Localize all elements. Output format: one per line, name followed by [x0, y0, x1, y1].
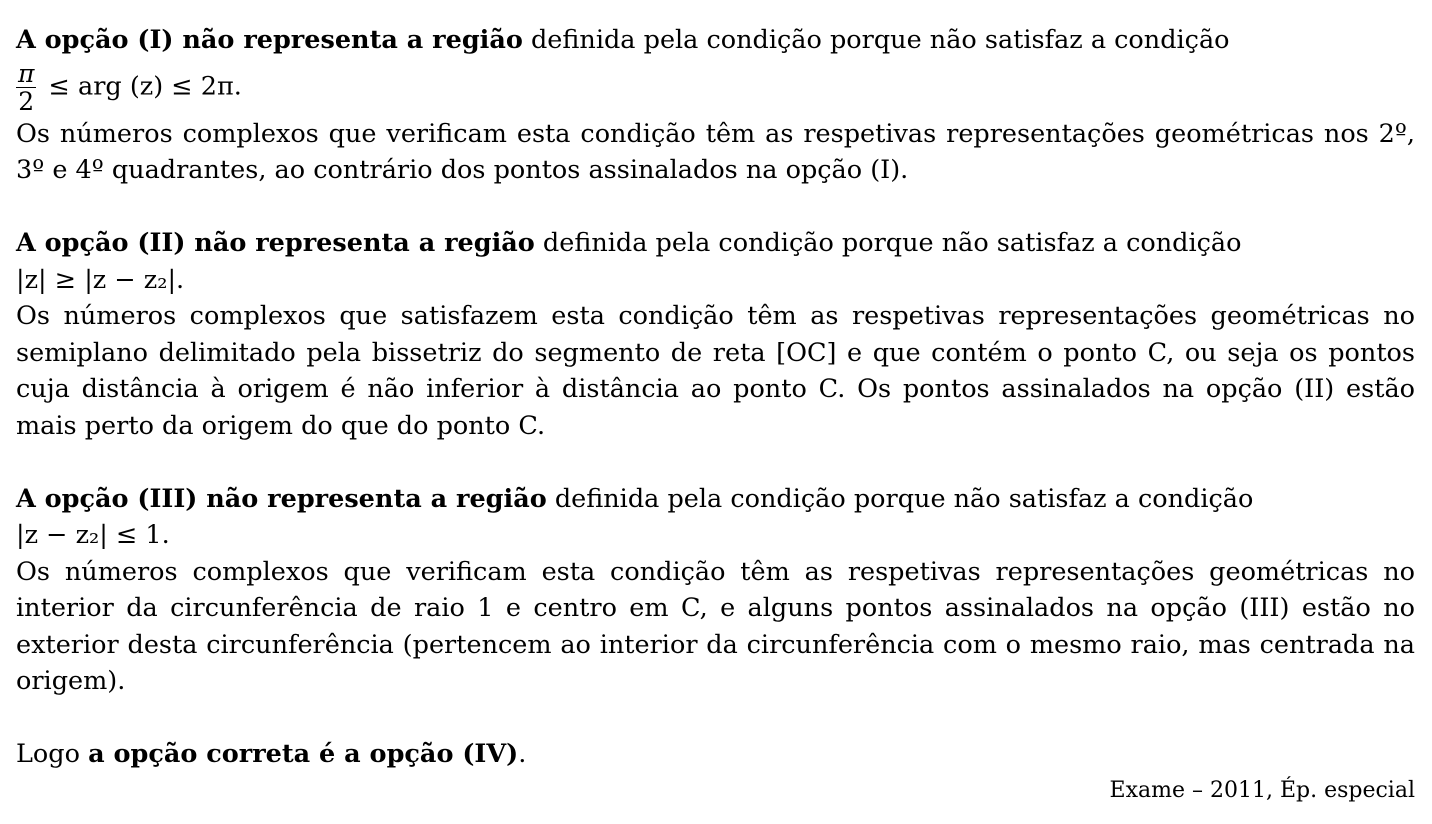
option-iii-explanation: Os números complexos que verificam esta condição têm as respetivas representações geométricas no interior da circunferência de raio 1 e centro em C, e alguns pontos assinalados na opção (III) estão no exterior desta circunferência (pertencem ao interior da circunferência com o mesmo raio, mas centrada na origem). — [16, 556, 1415, 696]
option-i-statement — [16, 22, 1415, 59]
option-ii-explanation: Os números complexos que satisfazem esta condição têm as respetivas representações geométricas no semiplano delimitado pela bissetriz do segmento de reta [OC] e que contém o ponto C, ou seja os pontos cuja distância à origem é não inferior à distância ao ponto C. Os pontos assinalados na opção (II) estão mais perto da origem do que do ponto C. — [16, 301, 1415, 441]
option-iii-statement — [16, 481, 1415, 518]
option-iii-rest: definida pela condição porque não satisfaz a condição — [546, 483, 1254, 514]
option-ii-condition: |z| ≥ |z − z₂|. — [16, 264, 185, 295]
option-ii-rest: definida pela condição porque não satisfaz a condição — [534, 228, 1242, 258]
solution-document — [16, 22, 1415, 773]
option-iii-lead: A opção (III) não representa a região — [16, 483, 547, 514]
conclusion-prefix: Logo — [16, 739, 89, 769]
option-i-rest: definida pela condição porque não satisfaz a condição — [522, 25, 1230, 55]
option-i-condition-tail: ≤ arg (z) ≤ 2π. — [40, 71, 242, 101]
option-ii-lead: A opção (II) não representa a região — [16, 228, 535, 258]
option-iii-condition: |z − z₂| ≤ 1. — [16, 520, 170, 550]
conclusion — [16, 736, 1415, 773]
option-i-explanation: Os números complexos que verificam esta condição têm as respetivas representações geométricas nos 2º, 3º e 4º quadrantes, ao contrário dos pontos assinalados na opção (I). — [16, 118, 1415, 185]
option-iii-block — [16, 481, 1415, 700]
option-ii-statement — [16, 225, 1415, 262]
option-i-block — [16, 22, 1415, 189]
fraction-numerator: π — [18, 58, 35, 88]
fraction-denominator: 2 — [18, 86, 35, 116]
pi-over-2-fraction — [16, 58, 36, 116]
exam-source: Exame – 2011, Ép. especial — [1109, 778, 1415, 803]
option-ii-block — [16, 225, 1415, 444]
conclusion-answer: a opção correta é a opção (IV) — [88, 739, 519, 769]
option-i-lead: A opção (I) não representa a região — [16, 25, 523, 55]
conclusion-suffix: . — [518, 739, 527, 769]
option-i-condition — [16, 58, 1415, 116]
